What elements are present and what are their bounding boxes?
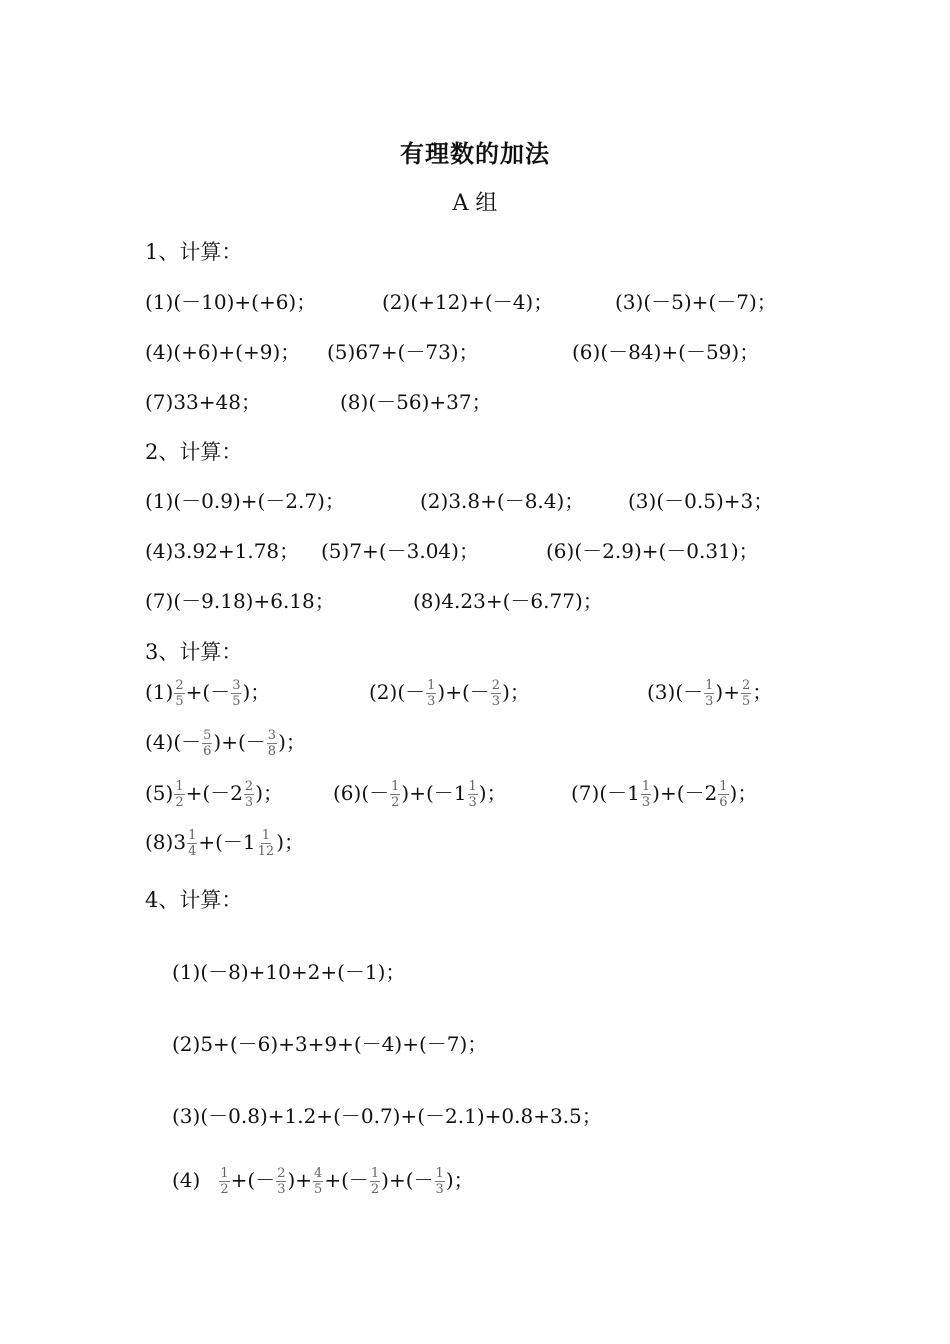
problem-3-1: (1) $\frac{2}{5}$ +(－ $\frac{3}{5}$ )； bbox=[145, 678, 271, 709]
fraction: $\frac{2}{5}$ bbox=[175, 678, 184, 709]
fraction: $\frac{1}{2}$ bbox=[175, 779, 184, 810]
fraction: $\frac{1}{2}$ bbox=[220, 1166, 229, 1197]
problem-3-4: (4)(－ $\frac{5}{6}$ )+(－ $\frac{3}{8}$ )； bbox=[145, 728, 306, 759]
problem-3-8: (8)3 $\frac{1}{4}$ +(－1 $\frac{1}{12}$ )； bbox=[145, 828, 304, 859]
fraction: $\frac{5}{6}$ bbox=[203, 728, 212, 759]
fraction: $\frac{1}{12}$ bbox=[257, 828, 275, 859]
problem-4-3: (3)(－0.8)+1.2+(－0.7)+(－2.1)+0.8+3.5； bbox=[172, 1104, 602, 1128]
group-label: A 组 bbox=[452, 191, 498, 216]
fraction: $\frac{1}{3}$ bbox=[705, 678, 714, 709]
fraction: $\frac{1}{2}$ bbox=[370, 1166, 380, 1197]
fraction: $\frac{2}{3}$ bbox=[244, 779, 254, 810]
problem-1-8: (8)(－56)+37； bbox=[340, 390, 492, 414]
fraction: $\frac{1}{3}$ bbox=[641, 779, 651, 810]
fraction: $\frac{4}{5}$ bbox=[314, 1166, 323, 1197]
section-2-heading: 2、计算： bbox=[145, 440, 243, 464]
problem-3-6: (6)(－ $\frac{1}{2}$ )+(－1 $\frac{1}{3}$ )； bbox=[333, 779, 507, 810]
fraction: $\frac{1}{2}$ bbox=[391, 779, 400, 810]
problem-3-5: (5) $\frac{1}{2}$ +(－2 $\frac{2}{3}$ )； bbox=[145, 779, 284, 810]
fraction: $\frac{3}{8}$ bbox=[267, 728, 277, 759]
section-3-heading: 3、计算： bbox=[145, 640, 243, 664]
problem-2-3: (3)(－0.5)+3； bbox=[628, 489, 774, 513]
fraction: $\frac{1}{3}$ bbox=[427, 678, 436, 709]
problem-2-6: (6)(－2.9)+(－0.31)； bbox=[546, 539, 759, 563]
problem-4-2: (2)5+(－6)+3+9+(－4)+(－7)； bbox=[172, 1032, 488, 1056]
problem-1-2: (2)(+12)+(－4)； bbox=[382, 290, 554, 314]
problem-3-7: (7)(－1 $\frac{1}{3}$ )+(－2 $\frac{1}{6}$ )； bbox=[571, 779, 758, 810]
problem-1-1: (1)(－10)+(+6)； bbox=[145, 290, 317, 314]
problem-1-6: (6)(－84)+(－59)； bbox=[572, 340, 760, 364]
fraction: $\frac{2}{3}$ bbox=[491, 678, 501, 709]
problem-2-8: (8)4.23+(－6.77)； bbox=[413, 589, 603, 613]
fraction: $\frac{2}{3}$ bbox=[277, 1166, 286, 1197]
fraction: $\frac{3}{5}$ bbox=[232, 678, 241, 709]
problem-1-7: (7)33+48； bbox=[145, 390, 261, 414]
section-4-heading: 4、计算： bbox=[145, 888, 243, 912]
problem-1-3: (3)(－5)+(－7)； bbox=[615, 290, 777, 314]
section-1-heading: 1、计算： bbox=[145, 240, 243, 264]
fraction: $\frac{2}{5}$ bbox=[741, 678, 751, 709]
problem-2-5: (5)7+(－3.04)； bbox=[321, 539, 479, 563]
fraction: $\frac{1}{6}$ bbox=[719, 779, 728, 810]
page-title: 有理数的加法 bbox=[400, 139, 550, 168]
problem-4-1: (1)(－8)+10+2+(－1)； bbox=[172, 960, 406, 984]
fraction: $\frac{1}{3}$ bbox=[435, 1166, 444, 1197]
problem-4-4: (4) $\frac{1}{2}$ +(－ $\frac{2}{3}$ )+ $\frac{4}{5}$ +(－ $\frac{1}{2}$ )+(－ $\frac{1}{3}$ )； bbox=[172, 1166, 474, 1197]
problem-3-3: (3)(－ $\frac{1}{3}$ )+ $\frac{2}{5}$ ； bbox=[647, 678, 773, 709]
problem-2-7: (7)(－9.18)+6.18； bbox=[145, 589, 335, 613]
problem-1-5: (5)67+(－73)； bbox=[327, 340, 479, 364]
problem-3-2: (2)(－ $\frac{1}{3}$ )+(－ $\frac{2}{3}$ )； bbox=[369, 678, 530, 709]
fraction: $\frac{1}{4}$ bbox=[188, 828, 197, 859]
problem-1-4: (4)(+6)+(+9)； bbox=[145, 340, 301, 364]
fraction: $\frac{1}{3}$ bbox=[468, 779, 477, 810]
problem-2-2: (2)3.8+(－8.4)； bbox=[420, 489, 585, 513]
problem-2-4: (4)3.92+1.78； bbox=[145, 539, 300, 563]
problem-2-1: (1)(－0.9)+(－2.7)； bbox=[145, 489, 345, 513]
